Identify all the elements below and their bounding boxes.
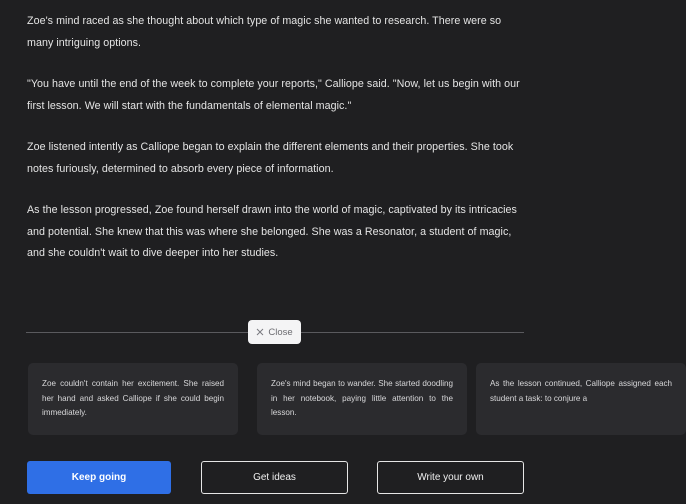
get-ideas-button[interactable]: Get ideas bbox=[201, 461, 348, 494]
suggestion-list bbox=[0, 363, 672, 438]
suggestion-card[interactable]: Zoe's mind began to wander. She started doodling in her notebook, paying little attention to the lesson. bbox=[257, 363, 467, 435]
story-paragraph: Zoe listened intently as Calliope began to explain the different elements and their properties. She took notes furiously, determined to absorb every piece of information. bbox=[27, 141, 514, 175]
close-icon bbox=[256, 328, 264, 336]
close-button[interactable] bbox=[248, 320, 301, 344]
close-button-label: Close bbox=[268, 326, 293, 338]
story-paragraph: Zoe's mind raced as she thought about which type of magic she wanted to research. There were so many intriguing options. bbox=[27, 15, 502, 49]
story-text bbox=[27, 11, 527, 285]
suggestion-card[interactable]: As the lesson continued, Calliope assigned each student a task: to conjure a bbox=[476, 363, 686, 435]
suggestion-card[interactable]: Zoe couldn't contain her excitement. She raised her hand and asked Calliope if she could begin immediately. bbox=[28, 363, 238, 435]
action-bar bbox=[0, 461, 554, 495]
story-paragraph: "You have until the end of the week to complete your reports," Calliope said. "Now, let us begin with our first lesson. We will start with the fundamentals of elemental magic." bbox=[27, 78, 520, 112]
keep-going-button[interactable]: Keep going bbox=[27, 461, 171, 494]
story-paragraph: As the lesson progressed, Zoe found herself drawn into the world of magic, captivated by its intricacies and potential. She knew that this was where she belonged. She was a Resonator, a student of magic, and she couldn't wait to dive deeper into her studies. bbox=[27, 204, 517, 259]
write-your-own-button[interactable]: Write your own bbox=[377, 461, 524, 494]
